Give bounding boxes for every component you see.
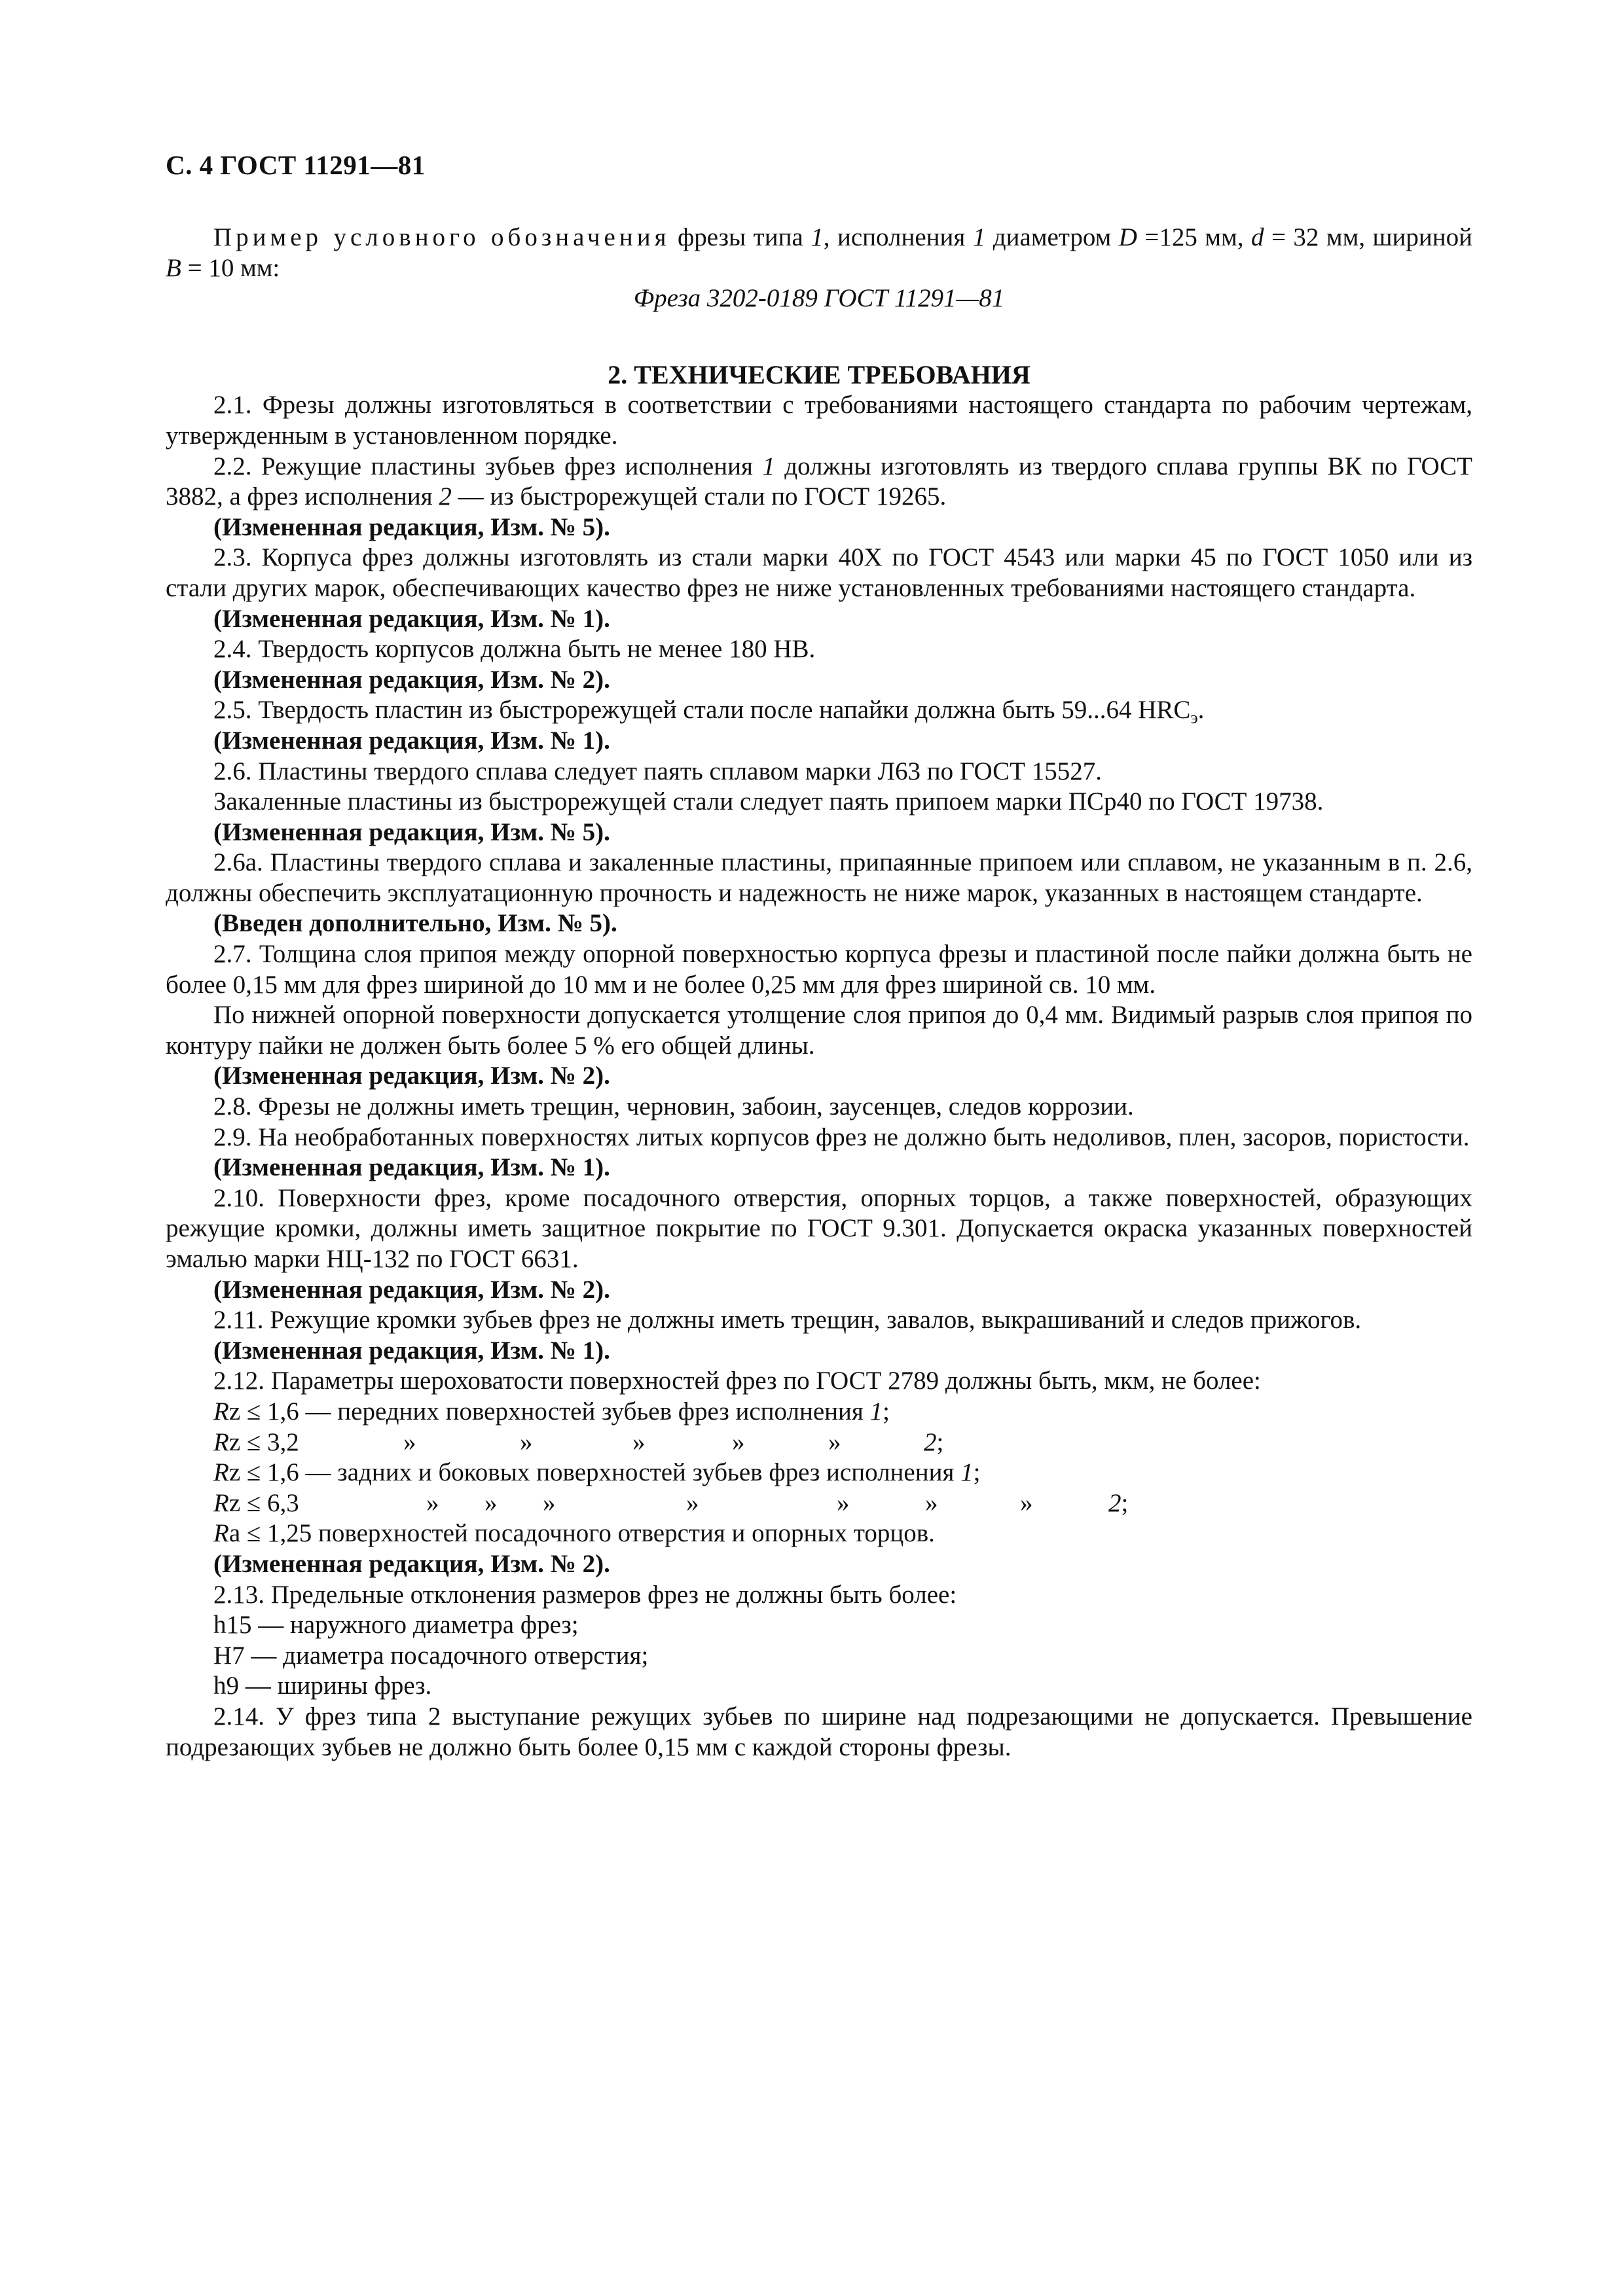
- introduction-note: (Введен дополнительно, Изм. № 5).: [213, 909, 617, 938]
- clause-2-1: 2.1. Фрезы должны изготовляться в соответствии с требованиями настоящего стандарта по рабочим чертежам, утвержденным в установленном порядке.: [166, 391, 1472, 450]
- section-title: 2. ТЕХНИЧЕСКИЕ ТРЕБОВАНИЯ: [608, 359, 1030, 389]
- clause-2-2: 2.2. Режущие пластины зубьев фрез исполнения 1 должны изготовлять из твердого сплава группы ВК по ГОСТ 3882, а фрез исполнения 2 — из быстрорежущей стали по ГОСТ 19265.: [166, 452, 1472, 511]
- roughness-item: Ra ≤ 1,25 поверхностей посадочного отверстия и опорных торцов.: [213, 1519, 935, 1548]
- tolerance-item: h15 — наружного диаметра фрез;: [213, 1611, 579, 1640]
- clause-2-6: 2.6. Пластины твердого сплава следует паять сплавом марки Л63 по ГОСТ 15527.: [213, 757, 1102, 785]
- roughness-item: Rz ≤ 1,6 — задних и боковых поверхностей зубьев фрез исполнения 1;: [213, 1458, 981, 1487]
- clause-2-7: 2.7. Толщина слоя припоя между опорной поверхностью корпуса фрезы и пластиной после пайки должна быть не более 0,15 мм для фрез шириной до 10 мм и не более 0,25 мм для фрез шириной св. 10 мм.: [166, 940, 1472, 999]
- document-page: [166, 0, 1472, 2296]
- roughness-item: Rz ≤ 1,6 — передних поверхностей зубьев фрез исполнения 1;: [213, 1397, 890, 1426]
- change-note: (Измененная редакция, Изм. № 2).: [213, 665, 610, 694]
- change-note: (Измененная редакция, Изм. № 2).: [213, 1275, 610, 1304]
- change-note: (Измененная редакция, Изм. № 5).: [213, 512, 610, 541]
- change-note: (Измененная редакция, Изм. № 2).: [213, 1062, 610, 1090]
- clause-2-12: 2.12. Параметры шероховатости поверхностей фрез по ГОСТ 2789 должны быть, мкм, не более:: [213, 1367, 1261, 1395]
- tolerance-item: h9 — ширины фрез.: [213, 1672, 432, 1700]
- clause-2-5: 2.5. Твердость пластин из быстрорежущей стали после напайки должна быть 59...64 $HRC_э$.: [213, 696, 1205, 728]
- clause-2-6a: 2.6а. Пластины твердого сплава и закаленные пластины, припаянные припоем или сплавом, не указанным в п. 2.6, должны обеспечить эксплуатационную прочность и надежность не ниже марок, указанных в настоящем стандарте.: [166, 848, 1472, 907]
- change-note: (Измененная редакция, Изм. № 1).: [213, 726, 610, 755]
- clause-2-13: 2.13. Предельные отклонения размеров фрез не должны быть более:: [213, 1580, 957, 1609]
- example-designation: Фреза 3202-0189 ГОСТ 11291—81: [633, 284, 1005, 313]
- clause-2-14: 2.14. У фрез типа 2 выступание режущих зубьев по ширине над подрезающими не допускается. Превышение подрезающих зубьев не должно быть более 0,15 мм с каждой стороны фрезы.: [166, 1702, 1472, 1761]
- change-note: (Измененная редакция, Изм. № 1).: [213, 1336, 610, 1365]
- change-note: (Измененная редакция, Изм. № 1).: [213, 604, 610, 633]
- clause-2-3: 2.3. Корпуса фрез должны изготовлять из стали марки 40Х по ГОСТ 4543 или марки 45 по ГОСТ 1050 или из стали других марок, обеспечивающих качество фрез не ниже установленных требованиями настоящего стандарта.: [166, 543, 1472, 602]
- example-text: Пример условного обозначения фрезы типа 1, исполнения 1 диаметром D =125 мм, d = 32 мм, шириной B = 10 мм:: [166, 223, 1473, 282]
- tolerance-item: H7 — диаметра посадочного отверстия;: [213, 1641, 649, 1670]
- clause-2-4: 2.4. Твердость корпусов должна быть не менее 180 НВ.: [213, 635, 816, 664]
- change-note: (Измененная редакция, Изм. № 5).: [213, 817, 610, 846]
- change-note: (Измененная редакция, Изм. № 2).: [213, 1549, 610, 1578]
- roughness-item: Rz ≤ 3,2 » » » » » 2;: [213, 1427, 944, 1456]
- clause-2-7-lower-surface: По нижней опорной поверхности допускается утолщение слоя припоя до 0,4 мм. Видимый разрыв слоя припоя по контуру пайки не должен быть более 5 % его общей длины.: [166, 1001, 1472, 1060]
- clause-2-9: 2.9. На необработанных поверхностях литых корпусов фрез не должно быть недоливов, плен, засоров, пористости.: [213, 1122, 1470, 1151]
- change-note: (Измененная редакция, Изм. № 1).: [213, 1153, 610, 1182]
- page-header: С. 4 ГОСТ 11291—81: [166, 150, 426, 180]
- clause-2-6-solder: Закаленные пластины из быстрорежущей стали следует паять припоем марки ПСр40 по ГОСТ 19738.: [213, 787, 1324, 816]
- roughness-item: Rz ≤ 6,3 » » » » » » » 2;: [213, 1488, 1129, 1517]
- clause-2-10: 2.10. Поверхности фрез, кроме посадочного отверстия, опорных торцов, а также поверхностей, образующих режущие кромки, должны иметь защитное покрытие по ГОСТ 9.301. Допускается окраска указанных поверхностей эмалью марки НЦ-132 по ГОСТ 6631.: [166, 1183, 1472, 1273]
- clause-2-11: 2.11. Режущие кромки зубьев фрез не должны иметь трещин, завалов, выкрашиваний и следов прижогов.: [213, 1306, 1362, 1335]
- clause-2-8: 2.8. Фрезы не должны иметь трещин, черновин, забоин, заусенцев, следов коррозии.: [213, 1092, 1134, 1121]
- document-body: [166, 223, 1472, 1763]
- designation-example: [166, 223, 1472, 314]
